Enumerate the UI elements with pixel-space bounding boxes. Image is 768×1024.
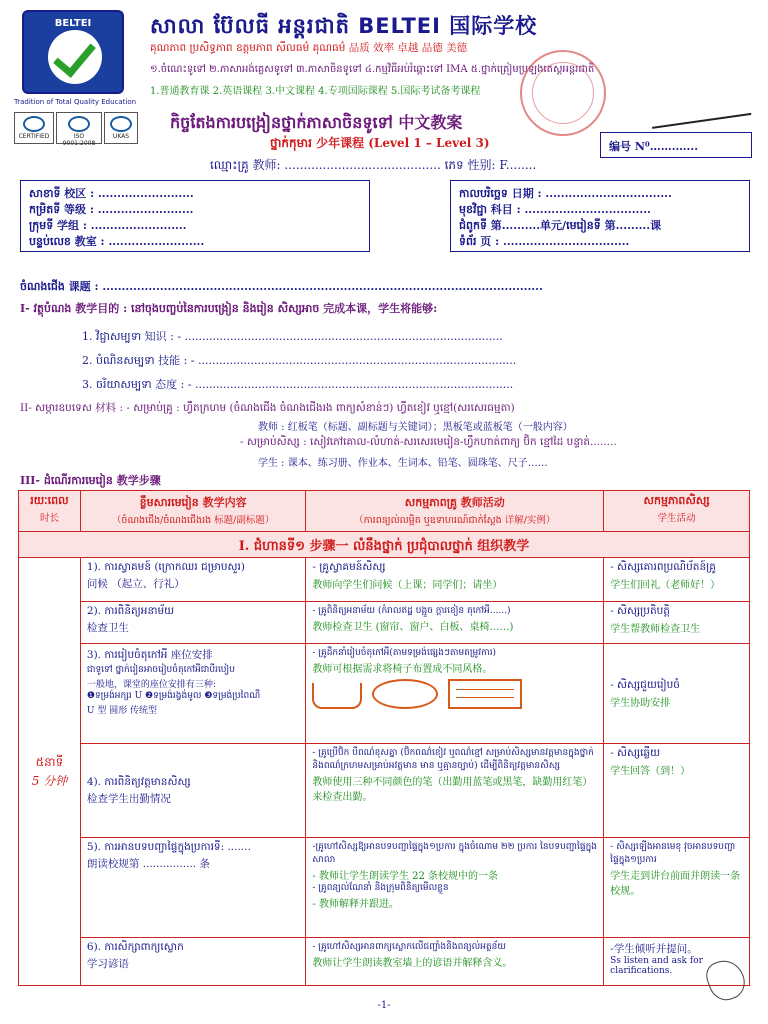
materials-student-kh: - សម្រាប់សិស្ស : សៀវភៅគោល-លំហាត់-សរសេរមេរៀន-ហ្វឹកហាត់ពាក្យ ប៊ិក ខ្មៅដៃ បន្ទាត់........ [240, 436, 617, 448]
lesson-topic[interactable]: ចំណងជើង 课题 : ................................................................................................................... [20, 280, 543, 293]
content-cell: 6). ការសិក្សាពាក្យស្លោក 学习谚语 [80, 938, 306, 986]
student-cell: - សិស្សជួយរៀបចំ 学生协助安排 [604, 644, 750, 744]
level-field[interactable]: កម្រិតទី 等级 : ......................... [29, 203, 194, 216]
tradition-text: Tradition of Total Quality Education [14, 98, 137, 106]
programs-khmer: ១.ចំណេះទូទៅ ២.ភាសាអង់គ្លេសទូទៅ ៣.ភាសាចិនទូទៅ ៤.កម្មវិធីអប់រំឆ្ពោះទៅ IMA ៥.ថ្នាក់ត្រៀមប្រឡងតេស្តអន្តរជាតិ [150, 64, 595, 75]
seating-diagram [312, 679, 597, 709]
traditional-shape-icon [448, 679, 522, 709]
document-title: កិច្ចតែងការបង្រៀនថ្នាក់ភាសាចិនទូទៅ 中文教案 [170, 113, 463, 132]
u-shape-icon [312, 683, 362, 709]
content-cell: 3). ការរៀបចំតុកៅអី 座位安排 ជាទូទៅ ថ្នាក់រៀនអាចរៀបចំតុកៅអីជាបីរបៀប 一般地，课堂的座位安排有三种: ❶ទម្រង់អក្សរ U ❷ទម្រង់រង្វង់មូល ❸ទម្រង់ប្រពៃណី U 型 圆形 传统型 [80, 644, 306, 744]
objective-attitude[interactable]: 3. ចរិយាសម្បទា 态度 : - ........................................................................................... [82, 378, 514, 391]
stage-row [19, 532, 750, 558]
table-row [19, 644, 750, 744]
group-field[interactable]: ក្រុមទី 学组 : ......................... [29, 219, 187, 232]
student-cell: - សិស្សឡើងអានមេខុ វុចអានបទបញ្ជាផ្ទៃក្នុង១ប្រការ 学生走到讲台前面并朗读一条校规。 [604, 838, 750, 938]
objective-knowledge[interactable]: 1. វិជ្ជាសម្បទា 知识 : - ........................................................................................... [82, 330, 503, 343]
circle-shape-icon [372, 679, 438, 709]
table-row [19, 838, 750, 938]
lesson-info-box [450, 180, 750, 252]
teacher-cell: - គ្រូពិនិត្យអនាម័យ (កំរាលឥដ្ឋ បង្អួច ក្តារខៀន តុកៅអី......) 教师检查卫生 (窗帘、窗户、白板、桌椅……) [306, 602, 604, 644]
col-duration: រយៈពេល 时长 [19, 491, 81, 532]
teacher-cell: - គ្រូហៅសិស្សអានពាក្យស្លោកលើជញ្ជាំងនិងពន្យល់អត្ថន័យ 教师让学生朗读教室墙上的谚语并解释含义。 [306, 938, 604, 986]
col-student-activity: សកម្មភាពសិស្ស 学生活动 [604, 491, 750, 532]
branch-field[interactable]: សាខាទី 校区 : ......................... [29, 187, 194, 200]
school-slogan: គុណភាព ប្រសិទ្ធភាព ឧត្តមភាព សីលធម៌ គុណធម៌ 品质 效率 卓越 品德 美德 [150, 42, 468, 54]
content-cell: 2). ការពិនិត្យអនាម័យ 检查卫生 [80, 602, 306, 644]
content-cell: 1). ការស្វាគមន៍ (ក្រោកឈរ ជម្រាបសួរ) 问候 （起立、行礼） [80, 558, 306, 602]
col-content: ខ្លឹមសារមេរៀន 教学内容 （ចំណងជើង/ចំណងជើងរង 标题/副标题） [80, 491, 306, 532]
objectives-heading: I- វត្ថុបំណង 教学目的 : នៅចុងបញ្ចប់នៃការបង្រៀន និងរៀន សិស្សអាច 完成本课，学生将能够: [20, 302, 438, 315]
acm-certificate: ISO 9001:2008 [56, 112, 102, 144]
iso-certificate: CERTIFIED [14, 112, 54, 144]
teacher-cell: - គ្រូស្វាគមន៍សិស្ស 教师向学生们问候（上课；同学们；请坐） [306, 558, 604, 602]
class-info-box [20, 180, 370, 252]
student-cell: - សិស្សឆ្លើយ 学生回答（到！） [604, 744, 750, 838]
page-number: -1- [377, 1000, 391, 1011]
ukas-certificate: UKAS [104, 112, 138, 144]
teacher-cell: - គ្រូប្រើប៊ិក បីពណ៌ខុសគ្នា (ប៊ិកពណ៌ខៀវ ឬពណ៌ខ្មៅ សម្រាប់សិស្សមានវត្តមានក្នុងថ្នាក់ និងពណ៌ក្រហមសម្រាប់អវត្តមាន មាន ឬគ្មានច្បាប់) ដើម្បីពិនិត្យវត្តមានសិស្ស 教师使用三种不同颜色的笔（出勤用蓝笔或黑笔，缺勤用红笔）来检查出勤。 [306, 744, 604, 838]
table-row [19, 938, 750, 986]
student-cell: - សិស្សប្រតិបត្តិ 学生帮教师检查卫生 [604, 602, 750, 644]
student-cell: - សិស្សគោរពប្រណិប័តន៍គ្រូ 学生们回礼（老师好！） [604, 558, 750, 602]
steps-heading: III- ដំណើរការមេរៀន 教学步骤 [20, 474, 161, 487]
content-cell: 4). ការពិនិត្យវត្តមានសិស្ស 检查学生出勤情况 [80, 744, 306, 838]
subject-field[interactable]: មុខវិជ្ជា 科目 : ................................. [459, 203, 651, 216]
content-cell: 5). ការអានបទបញ្ជាផ្ទៃក្នុងប្រការទី: ....... 朗读校规第 ................ 条 [80, 838, 306, 938]
table-row [19, 558, 750, 602]
materials-teacher-zh: 教师 : 红板笔（标题、副标题与关键词）；黑板笔或蓝板笔（一般内容） [258, 422, 573, 433]
level-title: ថ្នាក់កុមារ 少年课程 (Level 1 – Level 3) [270, 136, 490, 150]
lesson-steps-table [18, 490, 750, 986]
school-logo [22, 10, 124, 94]
table-header [19, 491, 750, 532]
materials-student-zh: 学生 : 课本、练习册、作业本、生词本、铅笔、圆珠笔、尺子…… [258, 458, 548, 469]
page-field[interactable]: ទំព័រ 页 : ................................. [459, 235, 630, 248]
unit-field[interactable]: ជំពូកទី 第..........单元/មេរៀនទី 第.........课 [459, 219, 662, 232]
col-teacher-activity: សកម្មភាពគ្រូ 教师活动 （ការពន្យល់លម្អិត ឬឧទាហរណ៍ជាក់ស្តែង 详解/实例） [306, 491, 604, 532]
table-row [19, 744, 750, 838]
stage-title: I. ជំហានទី១ 步骤一 លំនឹងថ្នាក់ ប្រជុំបាលថ្នាក់ 组织教学 [19, 532, 750, 558]
school-name: សាលា ប៊ែលធី អន្តរជាតិ BELTEI 国际学校 [150, 14, 538, 38]
table-row [19, 602, 750, 644]
student-cell: -学生倾听并提问。 Ss listen and ask for clarifications. [604, 938, 750, 986]
materials-heading: II- សម្ភារឧបទេស 材料 : - សម្រាប់គ្រូ : ហ្វឺតក្រហម (ចំណងជើង ចំណងជើងរង ពាក្យសំខាន់ៗ) ហ្វឺតខៀវ ឬខ្មៅ(សរសេរធម្មតា) [20, 402, 515, 414]
school-stamp [520, 50, 606, 136]
teacher-cell: - គ្រូដឹកនាំរៀបចំតុកៅអី(តាមទម្រង់ផ្សេងៗតាមតម្រូវការ) 教师可根据需求将椅子布置成不同风格。 [306, 644, 604, 744]
serial-number-box[interactable]: 编号 N⁰…….…... [600, 132, 752, 158]
room-field[interactable]: បន្ទប់លេខ 教室 : ......................... [29, 235, 205, 248]
date-field[interactable]: កាលបរិច្ឆេទ 日期 : ................................. [459, 187, 672, 200]
logo-text: BELTEI [54, 18, 92, 29]
duration-cell: ៥នាទី 5 分钟 [19, 558, 81, 986]
objective-skills[interactable]: 2. បំណិនសម្បទា 技能 : - ........................................................................................... [82, 354, 517, 367]
teacher-name-field[interactable]: ឈ្មោះគ្រូ 教师: ......................................... ភេទ 性别: F........ [210, 158, 537, 172]
teacher-cell: -គ្រូហៅសិស្សឱ្យអានបទបញ្ជាផ្ទៃក្នុង១ប្រការ ក្នុងចំណោម ២២ ប្រការ នៃបទបញ្ជាផ្ទៃក្នុងសាលា - 教师让学生朗读学生 22 条校规中的一条 - គ្រូពន្យល់ណែនាំ និងក្រុមពិនិត្យមើលខ្លួន - 教师解释并跟进。 [306, 838, 604, 938]
check-icon [48, 30, 102, 84]
programs-chinese: 1.普通教育课 2.英语课程 3.中文课程 4.专项国际课程 5.国际考试备考课程 [150, 86, 481, 97]
signature [649, 89, 752, 129]
